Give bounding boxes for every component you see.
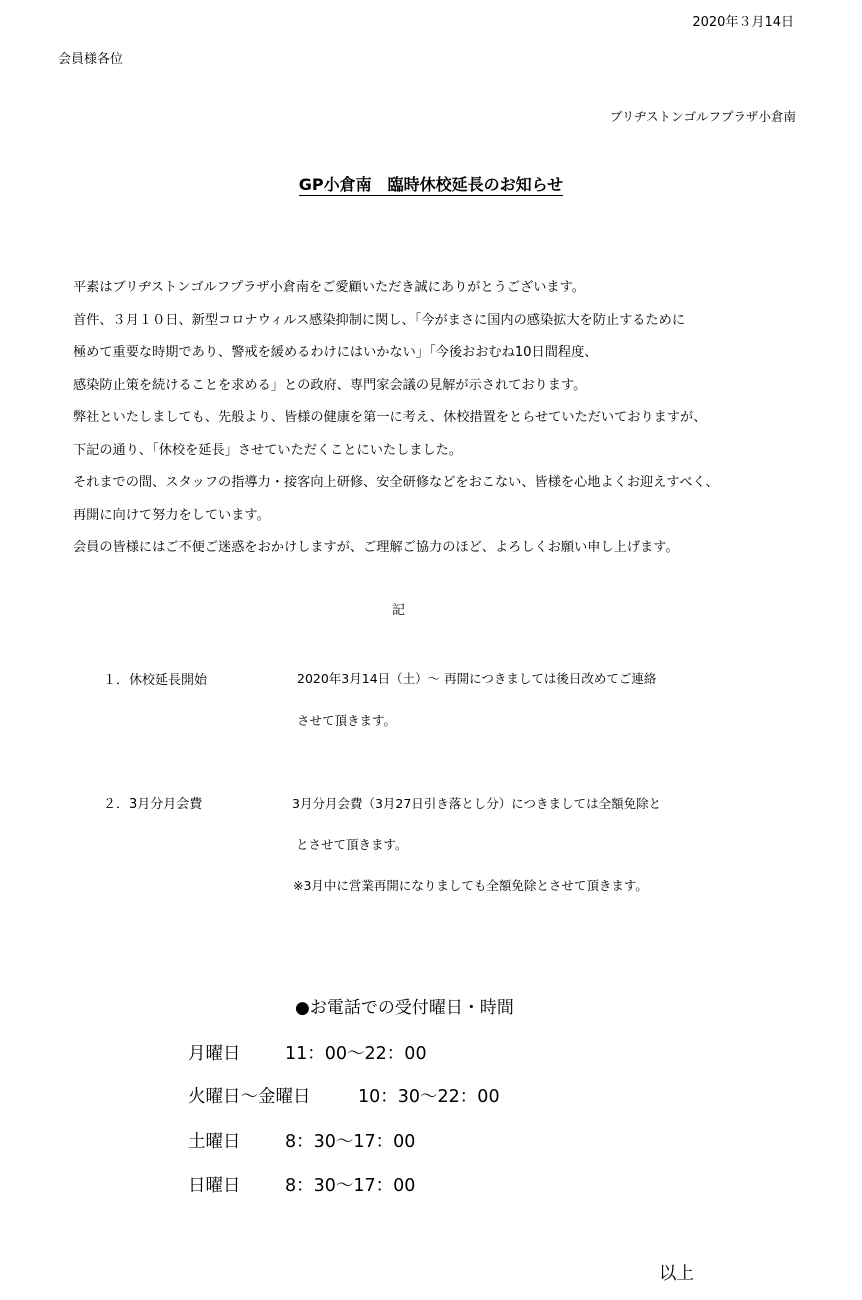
body-line: 会員の皆様にはご不便ご迷惑をおかけしますが、ご理解ご協力のほど、よろしくお願い申し上げます。 — [73, 540, 679, 555]
item-2-label: ２．3月分月会費 — [103, 797, 203, 812]
body-line: 極めて重要な時期であり、警戒を緩めるわけにはいかない」「今後おおむね10日間程度、 — [73, 345, 598, 360]
addressee: 会員様各位 — [58, 52, 124, 67]
hours-time: 10：30～22：00 — [358, 1087, 500, 1107]
body-line: 弊社といたしましても、先般より、皆様の健康を第一に考え、休校措置をとらせていただいておりますが、 — [73, 410, 707, 425]
item-1-label: １．休校延長開始 — [103, 673, 208, 688]
sender-name: ブリヂストンゴルフプラザ小倉南 — [609, 109, 796, 124]
body-line: 感染防止策を続けることを求める」との政府、専門家会議の見解が示されております。 — [73, 377, 587, 393]
hours-day: 土曜日 — [188, 1132, 241, 1152]
body-line: 再開に向けて努力をしています。 — [73, 507, 270, 523]
hours-time: 11：00～22：00 — [285, 1044, 427, 1064]
item-1-text: 2020年3月14日（土）～ 再開につきましては後日改めてご連絡 — [297, 671, 657, 686]
body-line: 首件、３月１０日、新型コロナウィルス感染抑制に関し、「今がまさに国内の感染拡大を防止するために — [73, 312, 686, 328]
body-line: 下記の通り、「休校を延長」させていただくことにいたしました。 — [73, 442, 463, 458]
notice-title-container — [0, 172, 862, 195]
body-line: 平素はブリヂストンゴルフプラザ小倉南をご愛顧いただき誠にありがとうございます。 — [73, 280, 585, 295]
hours-day: 月曜日 — [188, 1044, 241, 1064]
document-date: 2020年３月14日 — [692, 15, 794, 30]
body-text — [73, 276, 719, 569]
item-1-text-cont: させて頂きます。 — [297, 713, 397, 728]
hours-day: 火曜日～金曜日 — [188, 1087, 311, 1107]
closing-mark: 以上 — [659, 1264, 694, 1284]
hours-time: 8：30～17：00 — [285, 1132, 416, 1152]
item-2-note: ※3月中に営業再開になりましても全額免除とさせて頂きます。 — [293, 878, 648, 893]
item-2-text: 3月分月会費（3月27日引き落とし分）につきましては全額免除と — [292, 796, 662, 811]
notice-title: GP小倉南 臨時休校延長のお知らせ — [298, 175, 564, 194]
hours-day: 日曜日 — [188, 1176, 241, 1196]
ki-heading: 記 — [392, 603, 406, 618]
phone-hours-heading: ●お電話での受付曜日・時間 — [295, 998, 514, 1018]
hours-time: 8：30～17：00 — [285, 1176, 416, 1196]
body-line: それまでの間、スタッフの指導力・接客向上研修、安全研修などをおこない、皆様を心地よくお迎えすべく、 — [73, 475, 719, 490]
item-2-text-cont: とさせて頂きます。 — [296, 837, 408, 852]
